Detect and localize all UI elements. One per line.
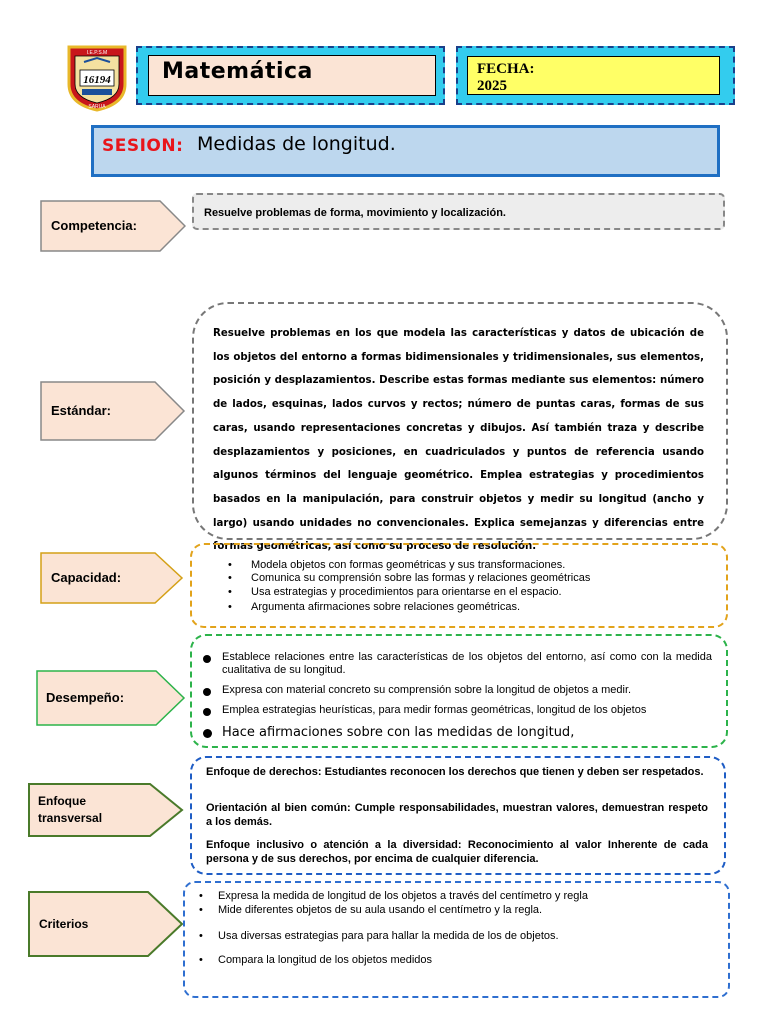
enfoque-item: Orientación al bien común: Cumple responsabilidades, muestran valores, demuestran respeto a los demás.: [206, 802, 708, 828]
enfoque-arrow-label: [28, 783, 184, 837]
estandar-label: Estándar:: [51, 403, 111, 418]
competencia-text: Resuelve problemas de forma, movimiento y localización.: [204, 207, 506, 219]
date-label: FECHA: 2025: [477, 61, 535, 94]
bullet-icon: [203, 655, 211, 663]
svg-text:16194: 16194: [83, 74, 111, 86]
school-crest-logo: [66, 44, 128, 112]
enfoque-item: Enfoque inclusivo o atención a la diversidad: Reconocimiento al valor Inherente de cada persona y de sus derechos, por encima de cualquier diferencia.: [206, 839, 708, 865]
list-item: • Argumenta afirmaciones sobre relaciones geométricas.: [228, 601, 590, 614]
enfoque-label: Enfoque transversal: [38, 794, 103, 825]
capacidad-arrow-label: [40, 552, 184, 604]
competencia-label: Competencia:: [51, 218, 137, 233]
criterio-item: • Expresa la medida de longitud de los objetos a través del centímetro y regla: [199, 890, 588, 903]
list-item: • Comunica su comprensión sobre las formas y relaciones geométricas: [228, 572, 590, 585]
bullet-icon: [203, 688, 211, 696]
svg-text:I.E.P.S.M: I.E.P.S.M: [86, 50, 108, 56]
bullet-icon: [203, 729, 212, 738]
estandar-arrow-label: [40, 381, 186, 441]
competencia-arrow-label: [40, 200, 186, 252]
criterios-label: Criterios: [39, 917, 89, 931]
list-item: • Usa estrategias y procedimientos para orientarse en el espacio.: [228, 586, 590, 599]
session-label: SESION:: [102, 136, 184, 156]
desempeno-item: Establece relaciones entre las características de los objetos del entorno, así como con la medida cualitativa de su longitud.: [222, 651, 712, 676]
criterios-arrow-label: [28, 891, 184, 957]
desempeno-item: Emplea estrategias heurísticas, para medir formas geométricas, longitud de los objetos: [222, 704, 647, 716]
criterio-item: • Mide diferentes objetos de su aula usando el centímetro y la regla.: [199, 904, 542, 917]
capacidad-label: Capacidad:: [51, 570, 122, 585]
session-banner: [91, 125, 720, 177]
criterio-item: • Compara la longitud de los objetos medidos: [199, 954, 432, 967]
list-item: • Modela objetos con formas geométricas y sus transformaciones.: [228, 559, 590, 572]
desempeno-arrow-label: [36, 670, 186, 726]
desempeno-label: Desempeño:: [46, 690, 125, 705]
bullet-icon: [203, 708, 211, 716]
capacidad-list: [228, 559, 590, 615]
session-title: Medidas de longitud.: [197, 133, 396, 155]
svg-text:SARUA: SARUA: [88, 104, 106, 110]
subject-title: Matemática: [162, 59, 313, 84]
enfoque-item: Enfoque de derechos: Estudiantes reconocen los derechos que tienen y deben ser respetados.: [206, 766, 704, 778]
desempeno-item: Hace afirmaciones sobre con las medidas de longitud,: [222, 725, 575, 740]
desempeno-item: Expresa con material concreto su comprensión sobre la longitud de objetos a medir.: [222, 684, 632, 696]
estandar-text: Resuelve problemas en los que modela las características y datos de ubicación de los objetos del entorno a formas bidimensionales y tridimensionales, sus elementos, posición y desplazamientos. Describe estas formas mediante sus elementos: número de lados, esquinas, lados curvos y rectos; número de puntas caras, formas de sus caras, usando representaciones concretas y dibujos. Así también traza y describe desplazamientos y posiciones, en cuadriculados y puntos de referencia usando algunos términos del lenguaje geométrico. Emplea estrategias y procedimientos basados en la manipulación, para construir objetos y medir su longitud (ancho y largo) usando unidades no convencionales. Explica semejanzas y diferencias entre formas geométricas, así como su proceso de resolución.: [213, 328, 704, 553]
criterio-item: • Usa diversas estrategias para para hallar la medida de los de objetos.: [199, 930, 559, 943]
